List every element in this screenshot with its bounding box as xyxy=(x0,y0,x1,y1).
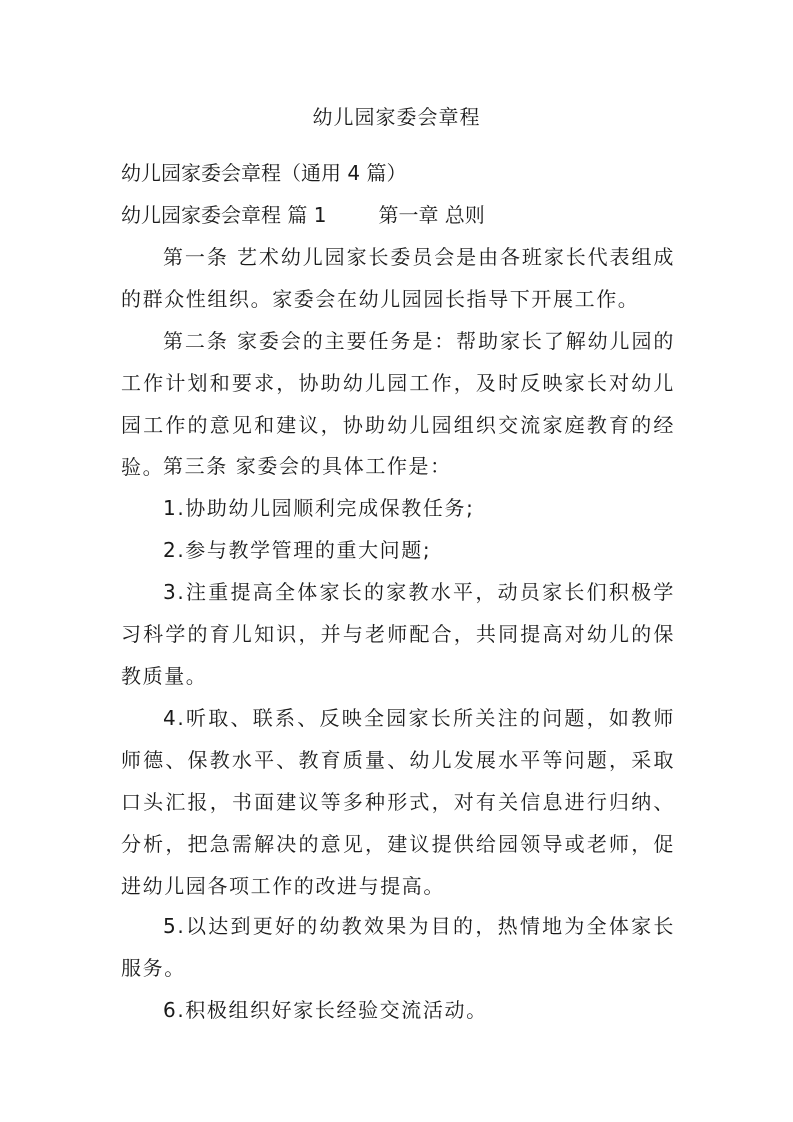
article-3-paragraph: 第三条 家委会的具体工作是： xyxy=(163,454,452,478)
article-2-paragraph: 第二条 家委会的主要任务是：帮助家长了解幼儿园的工作计划和要求，协助幼儿园工作，及时反映家长对幼儿园工作的意见和建议，协助幼儿园组织交流家庭教育的经验。 xyxy=(121,329,675,479)
list-item-6: 6.积极组织好家长经验交流活动。 xyxy=(163,998,488,1022)
list-item-3: 3.注重提高全体家长的家教水平，动员家长们积极学习科学的育儿知识，并与老师配合，共同提高对幼儿的保教质量。 xyxy=(121,580,675,688)
section-part-label: 幼儿园家委会章程 篇 1 xyxy=(121,203,327,227)
document-title: 幼儿园家委会章程 xyxy=(312,105,481,129)
list-item-2: 2.参与教学管理的重大问题; xyxy=(163,538,432,562)
list-item-4: 4.听取、联系、反映全园家长所关注的问题，如教师师德、保教水平、教育质量、幼儿发展水平等问题，采取口头汇报，书面建议等多种形式，对有关信息进行归纳、分析，把急需解决的意见，建议提供给园领导或老师，促进幼儿园各项工作的改进与提高。 xyxy=(121,706,675,898)
list-item-1: 1.协助幼儿园顺利完成保教任务; xyxy=(163,496,475,520)
section-heading xyxy=(121,198,681,232)
document-subtitle: 幼儿园家委会章程（通用 4 篇） xyxy=(121,161,407,185)
article-1-paragraph: 第一条 艺术幼儿园家长委员会是由各班家长代表组成的群众性组织。家委会在幼儿园园长指导下开展工作。 xyxy=(121,245,675,311)
chapter-label: 第一章 总则 xyxy=(378,203,485,227)
list-item-5: 5.以达到更好的幼教效果为目的，热情地为全体家长服务。 xyxy=(121,914,675,980)
